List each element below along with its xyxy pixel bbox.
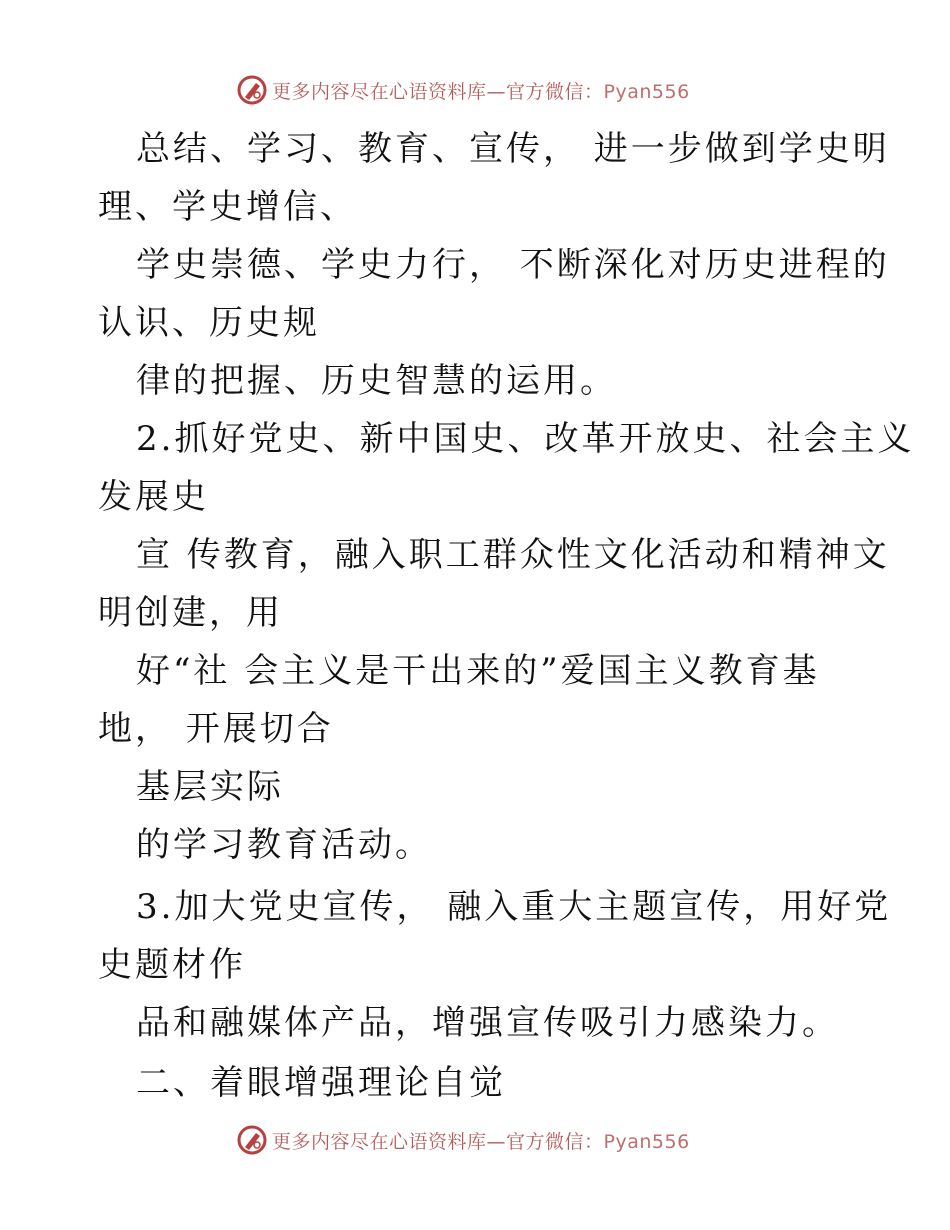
header-watermark: [236, 72, 690, 108]
body-line: 2.抓好党史、新中国史、改革开放史、社会主义: [136, 419, 915, 459]
body-line: 品和融媒体产品，增强宣传吸引力感染力。: [136, 1003, 839, 1043]
body-line: 地， 开展切合: [98, 709, 334, 749]
body-line: 理、学史增信、: [98, 187, 357, 227]
section-heading: 二、着眼增强理论自觉: [136, 1063, 506, 1103]
body-line: 学史崇德、学史力行， 不断深化对历史进程的: [136, 245, 890, 285]
pen-seal-logo-icon: [236, 74, 268, 106]
body-line: 的学习教育活动。: [136, 825, 432, 865]
body-line: 明创建，用: [98, 593, 283, 633]
body-line: 总结、学习、教育、宣传， 进一步做到学史明: [136, 129, 890, 169]
body-line: 好“社 会主义是干出来的”爱国主义教育基: [136, 651, 820, 691]
footer-watermark: [236, 1122, 690, 1158]
body-line: 宣 传教育，融入职工群众性文化活动和精神文: [136, 535, 890, 575]
body-line: 认识、历史规: [98, 303, 320, 343]
body-line: 发展史: [98, 477, 209, 517]
watermark-text: 更多内容尽在心语资料库—官方微信：Pyan556: [272, 1130, 690, 1153]
pen-seal-logo-icon: [236, 1124, 268, 1156]
body-line: 史题材作: [98, 945, 246, 985]
watermark-text: 更多内容尽在心语资料库—官方微信：Pyan556: [272, 80, 690, 103]
body-line: 律的把握、历史智慧的运用。: [136, 361, 617, 401]
body-line: 基层实际: [136, 767, 284, 807]
body-line: 3.加大党史宣传， 融入重大主题宣传，用好党: [136, 887, 892, 927]
